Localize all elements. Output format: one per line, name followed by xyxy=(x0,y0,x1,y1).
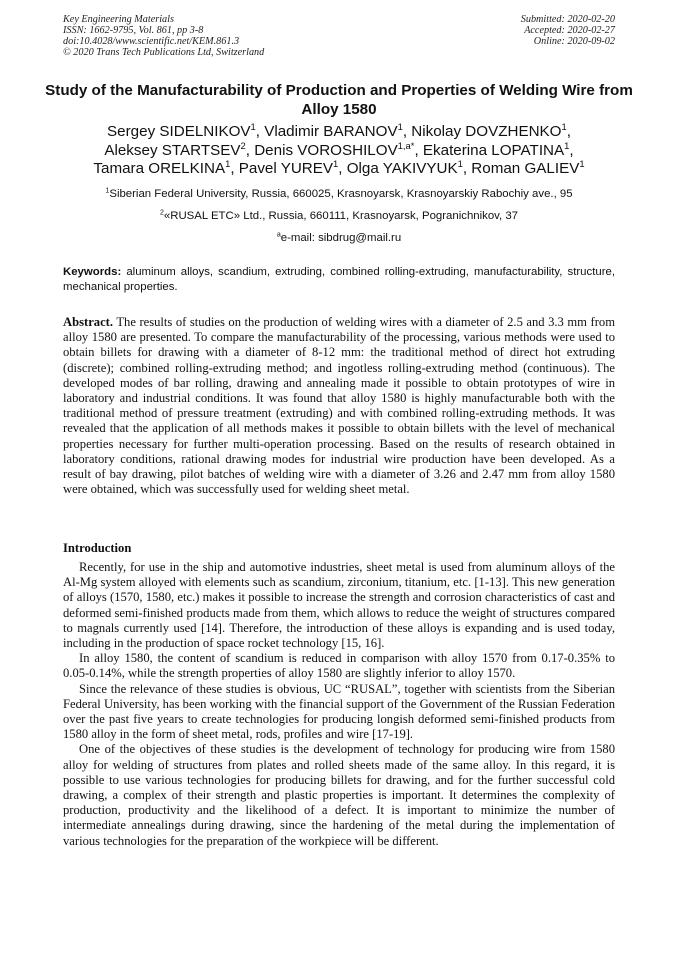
journal-copyright: © 2020 Trans Tech Publications Ltd, Switzerland xyxy=(63,47,265,58)
author: Ekaterina LOPATINA$^1$ xyxy=(422,139,570,159)
author: Pavel YUREV$^1$ xyxy=(238,157,339,177)
author: Nikolay DOVZHENKO$^1$ xyxy=(411,120,567,140)
journal-doi: doi:10.4028/www.scientific.net/KEM.861.3 xyxy=(63,36,240,47)
affiliation: $^2$«RUSAL ETC» Ltd., Russia, 660111, Krasnoyarsk, Pogranichnikov, 37 xyxy=(159,209,519,222)
journal-name: Key Engineering Materials xyxy=(63,14,174,25)
paper-title: Study of the Manufacturability of Production and Properties of Welding Wire from Alloy 1580 xyxy=(45,82,633,118)
journal-info xyxy=(63,14,264,58)
keywords xyxy=(63,265,615,295)
author: Sergey SIDELNIKOV$^1$ xyxy=(107,120,256,140)
abstract-text: The results of studies on the production of welding wires with a diameter of 2.5 and 3.3 mm from alloy 1580 are presented. To compare the manufacturability of the processing, various methods were used to obtain billets for drawing with a diameter of 8-12 mm: the traditional method of direct hot extruding (discrete); combined rolling-extruding method; and ingotless rolling-extruding method (continuous). The developed modes of bar rolling, drawing and annealing made it possible to obtain prototypes of wire in laboratory and industrial conditions. It was found that alloy 1580 is highly manufacturable both with the traditional method of pressure treatment (extruding) and with combined rolling-extruding methods. It was revealed that the application of all methods makes it possible to obtain billets with the level of mechanical properties necessary for further multi-operation processing. Based on the results of research obtained in laboratory conditions, rational drawing modes for industrial wire production have been developed. As a result of bay drawing, pilot batches of welding wire with a diameter of 3.26 and 2.47 mm from alloy 1580 were obtained, which was successfully used for welding sheet metal. xyxy=(63,315,615,497)
paragraph: One of the objectives of these studies is the development of technology for producing wire from 1580 alloy for welding of structures from plates and rolled sheets made of the same alloy. In this regard, it is possible to use various technologies for producing billets for drawing, and for the further successful cold drawing, a complex of their strength and plastic properties is important. It determines the complexity of production, productivity and the likelihood of a defect. It is important to minimize the number of intermediate annealings during drawing, since the hardening of the metal during the implementation of various technologies for the preparation of the workpiece will be different. xyxy=(63,742,615,848)
introduction-body xyxy=(63,560,615,849)
publication-dates xyxy=(521,14,615,47)
online-date: Online: 2020-09-02 xyxy=(533,36,615,47)
abstract-label: Abstract. xyxy=(63,315,114,329)
corresponding-email: $^a$e-mail: sibdrug@mail.ru xyxy=(276,231,402,244)
affiliation: $^1$Siberian Federal University, Russia, 660025, Krasnoyarsk, Krasnoyarskiy Rabochiy ave., 95 xyxy=(105,187,573,200)
author: Tamara ORELKINA$^1$ xyxy=(93,157,231,177)
author: Aleksey STARTSEV$^2$ xyxy=(104,139,246,159)
author: Olga YAKIVYUK$^1$ xyxy=(346,157,463,177)
submitted-date: Submitted: 2020-02-20 xyxy=(520,14,615,25)
paragraph: Since the relevance of these studies is obvious, UC “RUSAL”, together with scientists from the Siberian Federal University, has been working with the financial support of the Government of the Russian Federation over the past five years to create technologies for producing longish deformed semi-finished products from 1580 alloy in the form of sheet metal, rods, profiles and wire [17-19]. xyxy=(63,681,615,742)
accepted-date: Accepted: 2020-02-27 xyxy=(524,25,615,36)
paragraph: In alloy 1580, the content of scandium is reduced in comparison with alloy 1570 from 0.17-0.35% to 0.05-0.14%, while the strength properties of alloy 1580 are slightly inferior to alloy 1570. xyxy=(63,651,615,681)
author: Vladimir BARANOV$^1$ xyxy=(264,120,403,140)
author-list: Sergey SIDELNIKOV$^1$, Vladimir BARANOV$^1$, Nikolay DOVZHENKO$^1$, Aleksey STARTSEV$^2$, Denis $VOROSHILOV^{1,a*}$, Ekaterina LOPATINA$^1$, Tamara ORELKINA$^1$, Pavel YUREV$^1$, Olga YAKIVYUK$^1$, Roman GALIEV$^1$ xyxy=(93,120,585,177)
keywords-text: aluminum alloys, scandium, extruding, combined rolling-extruding, manufacturability, structure, mechanical properties. xyxy=(63,266,616,293)
author: Denis $VOROSHILOV^{1,a*}$ xyxy=(254,139,415,159)
journal-issn: ISSN: 1662-9795, Vol. 861, pp 3-8 xyxy=(63,25,204,36)
author: Roman GALIEV$^1$ xyxy=(471,157,585,177)
keywords-label: Keywords: xyxy=(63,266,122,278)
section-heading: Introduction xyxy=(63,541,132,555)
abstract xyxy=(63,315,615,497)
paragraph: Recently, for use in the ship and automotive industries, sheet metal is used from aluminum alloys of the Al-Mg system alloyed with elements such as scandium, zirconium, titanium, etc. [1-13]. This new generation of alloys (1570, 1580, etc.) makes it possible to increase the strength and corrosion characteristics of cast and deformed semi-finished products made from them, which allows to reduce the weight of structures compared to magnals currently used [14]. Therefore, the introduction of these alloys is expanding and is used today, including in the production of space rocket technology [15, 16]. xyxy=(63,560,615,651)
